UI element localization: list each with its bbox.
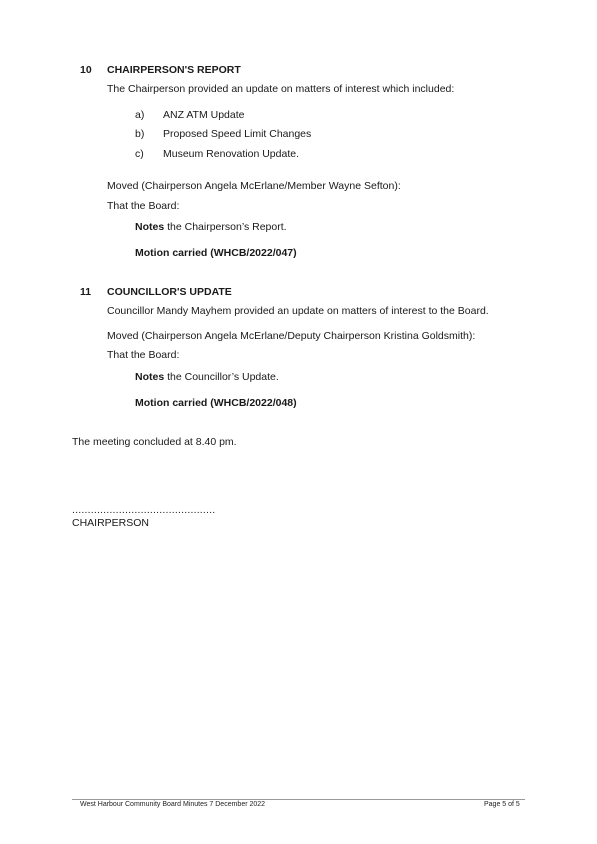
list-item: ANZ ATM Update	[163, 109, 245, 121]
closing-text: The meeting concluded at 8.40 pm.	[72, 436, 237, 448]
list-marker: b)	[135, 128, 145, 140]
resolution-text: the Councillor’s Update.	[164, 371, 279, 383]
page-number: Page 5 of 5	[484, 801, 520, 808]
motion-carried: Motion carried (WHCB/2022/048)	[135, 397, 297, 409]
section-title: COUNCILLOR'S UPDATE	[107, 286, 232, 298]
resolution-verb: Notes	[135, 371, 165, 383]
list-marker: c)	[135, 148, 144, 160]
footer-divider	[72, 799, 525, 800]
section-intro: The Chairperson provided an update on matters of interest which included:	[107, 83, 455, 95]
section-title: CHAIRPERSON'S REPORT	[107, 64, 241, 76]
resolution-text: the Chairperson’s Report.	[164, 221, 287, 233]
signature-label: CHAIRPERSON	[72, 517, 150, 529]
list-item: Proposed Speed Limit Changes	[163, 128, 312, 140]
section-number: 11	[80, 286, 92, 298]
list-marker: a)	[135, 109, 145, 121]
moved-text: Moved (Chairperson Angela McErlane/Member Wayne Sefton):	[107, 180, 401, 192]
resolution	[135, 221, 287, 233]
section-intro: Councillor Mandy Mayhem provided an update on matters of interest to the Board.	[107, 305, 489, 317]
signature-line: ..............................................	[72, 504, 216, 516]
motion-carried: Motion carried (WHCB/2022/047)	[135, 247, 297, 259]
footer-title: West Harbour Community Board Minutes 7 December 2022	[80, 801, 266, 808]
resolution-verb: Notes	[135, 221, 165, 233]
moved-text: Moved (Chairperson Angela McErlane/Deputy Chairperson Kristina Goldsmith):	[107, 330, 476, 342]
section-number: 10	[80, 64, 92, 76]
list-item: Museum Renovation Update.	[163, 148, 299, 160]
resolution	[135, 371, 279, 383]
that-the-board: That the Board:	[107, 349, 180, 361]
that-the-board: That the Board:	[107, 200, 180, 212]
